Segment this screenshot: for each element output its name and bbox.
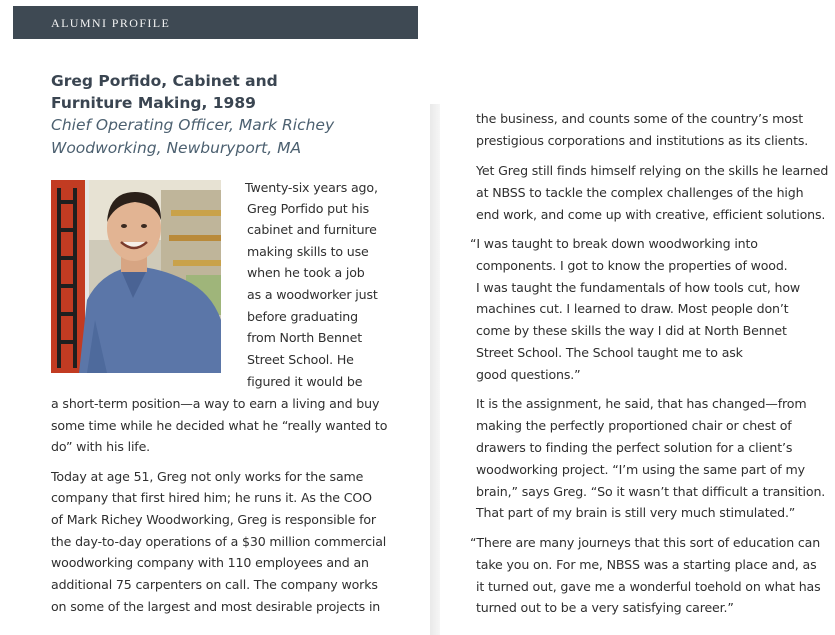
body-line: a short-term position—a way to earn a living and buy: [51, 396, 380, 411]
body-line: as a woodworker just: [247, 287, 378, 302]
profile-name: [51, 70, 321, 114]
body-line: figured it would be: [247, 374, 363, 389]
body-line: Twenty-six years ago,: [245, 180, 378, 195]
quote-line: I was taught the fundamentals of how tools cut, how: [476, 280, 801, 295]
body-line: at NBSS to tackle the complex challenges of the high: [476, 185, 804, 200]
profile-role: [51, 114, 351, 160]
body-line: of Mark Richey Woodworking, Greg is responsible for: [51, 512, 376, 527]
profile-role-line: Chief Operating Officer, Mark Richey: [51, 116, 335, 134]
quote-line: it turned out, gave me a wonderful toehold on what has: [476, 579, 821, 594]
body-line: from North Bennet: [247, 330, 363, 345]
body-line: additional 75 carpenters on call. The company works: [51, 577, 378, 592]
quote-line: turned out to be a very satisfying career.”: [476, 600, 734, 615]
quote-line: good questions.”: [476, 367, 581, 382]
quote-line: take you on. For me, NBSS was a starting place and, as: [476, 557, 817, 572]
profile-role-line: Woodworking, Newburyport, MA: [51, 139, 302, 157]
body-line: end work, and come up with creative, efficient solutions.: [476, 207, 826, 222]
quote-line: Street School. The School taught me to ask: [476, 345, 743, 360]
quote-line: components. I got to know the properties of wood.: [476, 258, 788, 273]
body-line: It is the assignment, he said, that has changed—from: [476, 396, 807, 411]
body-line: That part of my brain is still very much stimulated.”: [476, 505, 796, 520]
body-line: when he took a job: [247, 265, 365, 280]
body-line: making skills to use: [247, 244, 369, 259]
body-line: prestigious corporations and institutions as its clients.: [476, 133, 809, 148]
profile-name-line: Greg Porfido, Cabinet and: [51, 72, 278, 90]
body-line: brain,” says Greg. “So it wasn’t that difficult a transition.: [476, 484, 826, 499]
body-line: the day-to-day operations of a $30 million commercial: [51, 534, 387, 549]
banner-label: ALUMNI PROFILE: [51, 16, 171, 30]
body-line: drawers to finding the perfect solution for a client’s: [476, 440, 793, 455]
body-line: woodworking project. “I’m using the same part of my: [476, 462, 805, 477]
quote-line: machines cut. I learned to draw. Most people don’t: [476, 301, 789, 316]
body-line: making the perfectly proportioned chair or chest of: [476, 418, 792, 433]
profile-name-line: Furniture Making, 1989: [51, 94, 256, 112]
quote-line: “I was taught to break down woodworking into: [470, 236, 758, 251]
quote-line: “There are many journeys that this sort of education can: [470, 535, 821, 550]
page-gutter: [430, 104, 440, 635]
body-line: do” with his life.: [51, 439, 151, 454]
body-line: woodworking company with 110 employees and an: [51, 555, 369, 570]
body-line: Yet Greg still finds himself relying on the skills he learned: [476, 163, 829, 178]
profile-photo: [51, 180, 221, 373]
quote-line: come by these skills the way I did at North Bennet: [476, 323, 787, 338]
section-banner: [13, 6, 418, 39]
body-line: Today at age 51, Greg not only works for the same: [51, 469, 364, 484]
body-line: Street School. He: [247, 352, 354, 367]
body-line: on some of the largest and most desirable projects in: [51, 599, 381, 614]
body-line: Greg Porfido put his: [247, 201, 370, 216]
body-line: before graduating: [247, 309, 358, 324]
body-line: company that first hired him; he runs it. As the COO: [51, 490, 372, 505]
body-line: some time while he decided what he “really wanted to: [51, 418, 388, 433]
body-line: cabinet and furniture: [247, 222, 377, 237]
body-line: the business, and counts some of the country’s most: [476, 111, 804, 126]
